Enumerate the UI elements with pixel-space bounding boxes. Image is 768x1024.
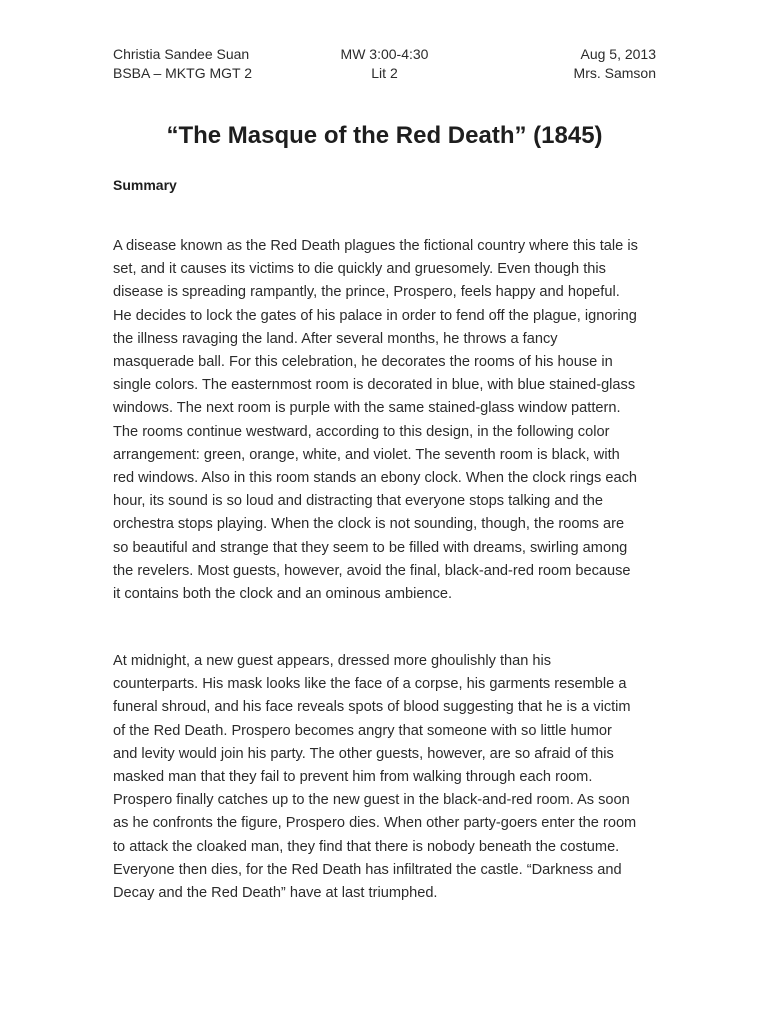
class-schedule: MW 3:00-4:30 [340,46,429,62]
paragraph-line: set, and it causes its victims to die quickly and gruesomely. Even though this [113,261,606,278]
paragraph-line: red windows. Also in this room stands an ebony clock. When the clock rings each [113,470,638,487]
paragraph-line: arrangement: green, orange, white, and violet. The seventh room is black, with [113,446,620,463]
paragraph-line: the revelers. Most guests, however, avoid the final, black-and-red room because [113,562,631,579]
paragraph-line: single colors. The easternmost room is decorated in blue, with blue stained-glass [113,377,636,394]
paragraph-line: orchestra stops playing. When the clock is not sounding, though, the rooms are [113,516,625,533]
course-code: Lit 2 [371,65,398,81]
paragraph-line: masked man that they fail to prevent him from walking through each room. [113,769,593,786]
section-heading-summary: Summary [113,177,177,193]
paragraph-line: At midnight, a new guest appears, dressed more ghoulishly than his [113,653,552,669]
paragraph-line: hour, its sound is so loud and distracting that everyone stops talking and the [113,493,604,510]
paragraph-line: disease is spreading rampantly, the prince, Prospero, feels happy and hopeful. [113,284,620,301]
paragraph-line: to attack the cloaked man, they find that there is nobody beneath the costume. [113,838,620,855]
paragraph-line: Prospero finally catches up to the new guest in the black-and-red room. As soon [113,792,630,809]
paragraph-line: The rooms continue westward, according to this design, in the following color [113,423,610,440]
instructor-name: Mrs. Samson [573,65,656,81]
paragraph-line: funeral shroud, and his face reveals spots of blood suggesting that he is a victim [113,699,631,716]
header-row-1 [113,45,656,64]
paragraph-line: Everyone then dies, for the Red Death has infiltrated the castle. “Darkness and [113,861,622,878]
paragraph-line: A disease known as the Red Death plagues the fictional country where this tale is [113,238,638,254]
paragraph-line: Decay and the Red Death” have at last triumphed. [113,885,438,902]
student-name: Christia Sandee Suan [113,46,250,62]
paragraph-line: as he confronts the figure, Prospero dies. When other party-goers enter the room [113,815,637,832]
course-program: BSBA – MKTG MGT 2 [113,65,253,81]
paragraph-line: He decides to lock the gates of his palace in order to fend off the plague, ignoring [113,307,637,324]
summary-paragraph-1 [113,235,658,606]
document-header [113,45,656,83]
paragraph-line: windows. The next room is purple with the same stained-glass window pattern. [113,400,621,417]
paragraph-line: and levity would join his party. The other guests, however, are so afraid of this [113,745,614,762]
paragraph-line: masquerade ball. For this celebration, he decorates the rooms of his house in [113,354,613,371]
paragraph-line: the illness ravaging the land. After several months, he throws a fancy [113,330,558,347]
document-title: “The Masque of the Red Death” (1845) [166,122,603,149]
paragraph-line: counterparts. His mask looks like the face of a corpse, his garments resemble a [113,676,627,693]
paragraph-line: it contains both the clock and an ominous ambience. [113,586,453,603]
header-row-2 [113,64,656,83]
summary-paragraph-2 [113,650,658,905]
paragraph-line: so beautiful and strange that they seem to be filled with dreams, swirling among [113,539,628,556]
paragraph-line: of the Red Death. Prospero becomes angry that someone with so little humor [113,722,612,739]
document-date: Aug 5, 2013 [580,46,656,62]
